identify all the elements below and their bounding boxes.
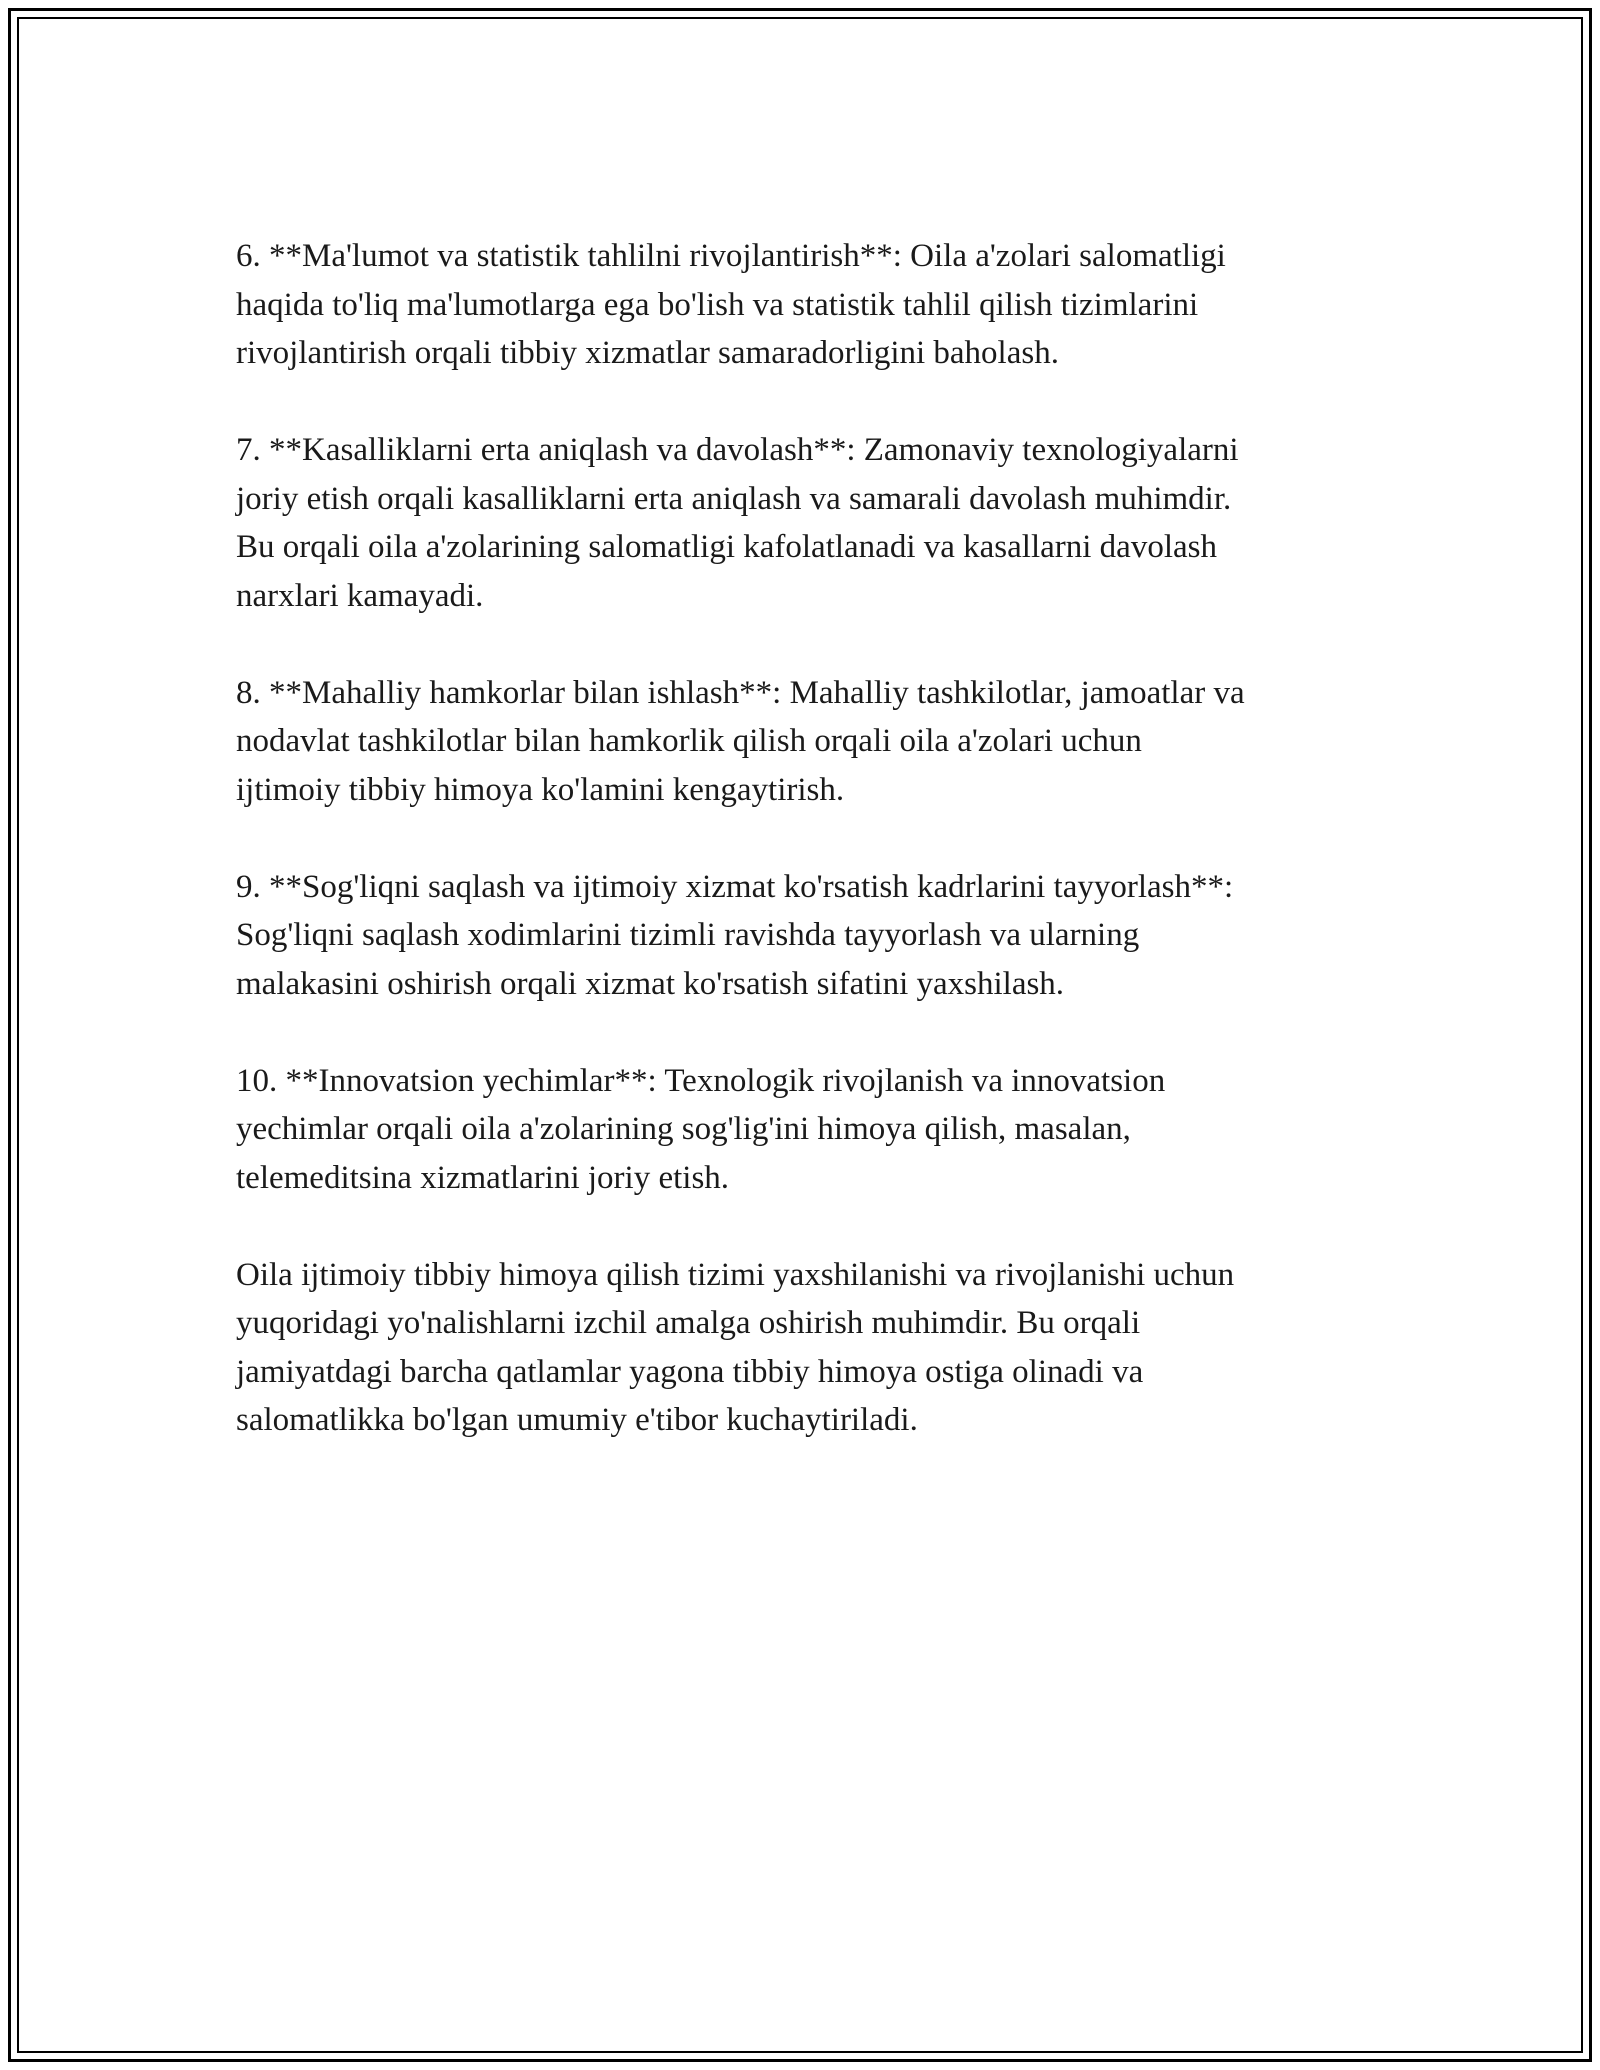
paragraph-item-8: 8. **Mahalliy hamkorlar bilan ishlash**: Mahalliy tashkilotlar, jamoatlar va nodavlat tashkilotlar bilan hamkorlik qilish orqali oila a'zolari uchun ijtimoiy tibbiy himoya ko'lamini kengaytirish. [236, 674, 1245, 808]
document-body [236, 232, 1376, 1493]
paragraph-conclusion: Oila ijtimoiy tibbiy himoya qilish tizimi yaxshilanishi va rivojlanishi uchun yuqoridagi yo'nalishlarni izchil amalga oshirish muhimdir. Bu orqali jamiyatdagi barcha qatlamlar yagona tibbiy himoya ostiga olinadi va salomatlikka bo'lgan umumiy e'tibor kuchaytiriladi. [236, 1256, 1235, 1438]
paragraph-item-9: 9. **Sog'liqni saqlash va ijtimoiy xizmat ko'rsatish kadrlarini tayyorlash**: Sog'liqni saqlash xodimlarini tizimli ravishda tayyorlash va ularning malakasini oshirish orqali xizmat ko'rsatish sifatini yaxshilash. [236, 868, 1234, 1002]
paragraph-item-7: 7. **Kasalliklarni erta aniqlash va davolash**: Zamonaviy texnologiyalarni joriy etish orqali kasalliklarni erta aniqlash va samarali davolash muhimdir. Bu orqali oila a'zolarining salomatligi kafolatlanadi va kasallarni davolash narxlari kamayadi. [236, 432, 1239, 614]
paragraph-item-10: 10. **Innovatsion yechimlar**: Texnologik rivojlanish va innovatsion yechimlar orqali oila a'zolarining sog'lig'ini himoya qilish, masalan, telemeditsina xizmatlarini joriy etish. [236, 1062, 1166, 1196]
paragraph-item-6: 6. **Ma'lumot va statistik tahlilni rivojlantirish**: Oila a'zolari salomatligi haqida to'liq ma'lumotlarga ega bo'lish va statistik tahlil qilish tizimlarini rivojlantirish orqali tibbiy xizmatlar samaradorligini baholash. [236, 238, 1226, 371]
